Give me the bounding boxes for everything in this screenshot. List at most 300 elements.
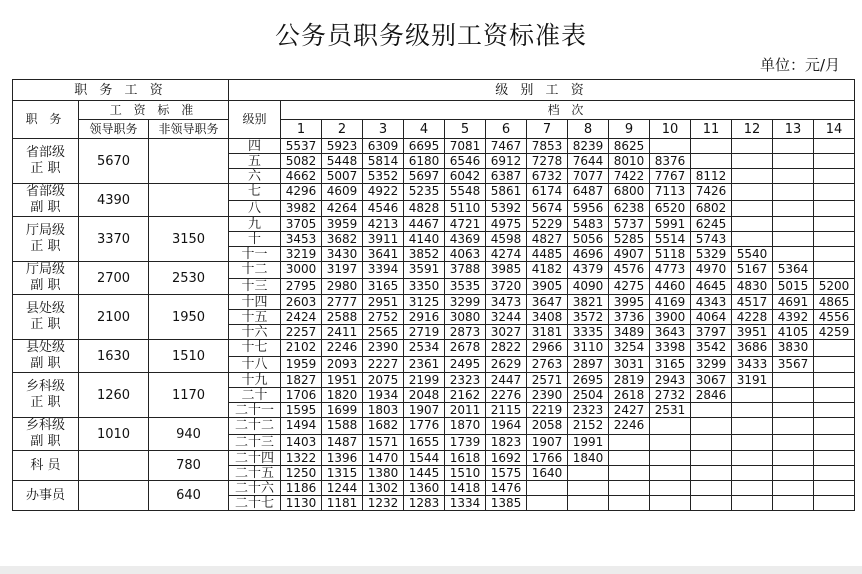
level-salary-cell: [773, 481, 814, 496]
level-salary-cell: [732, 184, 773, 201]
level-salary-cell: 3542: [691, 340, 732, 357]
level-salary-cell: 4264: [322, 200, 363, 217]
level-salary-cell: 2752: [363, 310, 404, 325]
level-salary-cell: 5118: [650, 247, 691, 262]
level-salary-cell: 7113: [650, 184, 691, 201]
level-salary-cell: 2822: [486, 340, 527, 357]
level-salary-cell: 5015: [773, 278, 814, 295]
level-salary-cell: 8010: [609, 154, 650, 169]
level-salary-cell: 2427: [609, 403, 650, 418]
level-salary-cell: 2966: [527, 340, 568, 357]
level-salary-cell: [527, 481, 568, 496]
grade-cell: 二十: [229, 388, 281, 403]
level-salary-cell: 5056: [568, 232, 609, 247]
grade-cell: 二十四: [229, 451, 281, 466]
level-salary-cell: [814, 434, 855, 451]
level-salary-cell: 2257: [281, 325, 322, 340]
level-salary-cell: 1544: [404, 451, 445, 466]
non-leader-header: 非领导职务: [149, 120, 229, 139]
level-salary-cell: [732, 466, 773, 481]
level-salary-cell: [814, 232, 855, 247]
leader-salary: 3370: [79, 217, 149, 262]
level-salary-cell: 1739: [445, 434, 486, 451]
level-salary-cell: 3905: [527, 278, 568, 295]
level-salary-cell: 2795: [281, 278, 322, 295]
level-salary-cell: 2199: [404, 373, 445, 388]
level-salary-cell: 7077: [568, 169, 609, 184]
level-salary-cell: 3821: [568, 295, 609, 310]
level-salary-cell: [814, 466, 855, 481]
level-salary-cell: 5285: [609, 232, 650, 247]
level-salary-cell: 8239: [568, 139, 609, 154]
level-salary-cell: 2323: [568, 403, 609, 418]
level-salary-cell: [814, 451, 855, 466]
level-salary-cell: 3000: [281, 262, 322, 279]
level-salary-cell: [650, 496, 691, 511]
level-salary-cell: [814, 481, 855, 496]
position-name: 厅局级副 职: [13, 262, 79, 295]
level-salary-cell: 1232: [363, 496, 404, 511]
level-salary-cell: [732, 217, 773, 232]
level-salary-cell: 3408: [527, 310, 568, 325]
level-salary-cell: 3647: [527, 295, 568, 310]
level-salary-cell: 1959: [281, 356, 322, 373]
level-salary-cell: 3027: [486, 325, 527, 340]
level-salary-cell: 4259: [814, 325, 855, 340]
level-salary-cell: 2695: [568, 373, 609, 388]
level-salary-cell: 3567: [773, 356, 814, 373]
level-salary-cell: 4865: [814, 295, 855, 310]
level-salary-cell: 3398: [650, 340, 691, 357]
non-leader-salary: [149, 184, 229, 217]
grade-cell: 十六: [229, 325, 281, 340]
level-salary-cell: 1322: [281, 451, 322, 466]
level-salary-cell: [732, 481, 773, 496]
level-salary-cell: 3682: [322, 232, 363, 247]
level-salary-cell: 4721: [445, 217, 486, 232]
level-salary-cell: [773, 232, 814, 247]
level-salary-cell: 5814: [363, 154, 404, 169]
level-salary-cell: [814, 139, 855, 154]
level-salary-cell: 2058: [527, 418, 568, 435]
non-leader-salary: 940: [149, 418, 229, 451]
level-wage-header: 级 别 工 资: [229, 80, 855, 101]
leader-salary: [79, 451, 149, 481]
level-salary-cell: [773, 139, 814, 154]
level-salary-cell: 6732: [527, 169, 568, 184]
level-salary-cell: [527, 496, 568, 511]
level-salary-cell: [568, 481, 609, 496]
level-salary-cell: [650, 466, 691, 481]
level-salary-cell: 5110: [445, 200, 486, 217]
level-salary-cell: 4485: [527, 247, 568, 262]
grade-cell: 八: [229, 200, 281, 217]
level-salary-cell: 1820: [322, 388, 363, 403]
level-salary-cell: 3830: [773, 340, 814, 357]
level-salary-cell: 4467: [404, 217, 445, 232]
level-salary-cell: 3911: [363, 232, 404, 247]
step-number: 7: [527, 120, 568, 139]
level-salary-cell: 3985: [486, 262, 527, 279]
level-salary-cell: 2411: [322, 325, 363, 340]
step-number: 1: [281, 120, 322, 139]
level-salary-cell: [609, 496, 650, 511]
page-title: 公务员职务级别工资标准表: [274, 21, 587, 50]
table-row: [13, 340, 855, 357]
level-salary-cell: [732, 403, 773, 418]
level-salary-cell: [691, 451, 732, 466]
level-salary-cell: 3995: [609, 295, 650, 310]
level-salary-cell: 1655: [404, 434, 445, 451]
table-row: [13, 139, 855, 154]
level-salary-cell: 3453: [281, 232, 322, 247]
position-name: 乡科级正 职: [13, 373, 79, 418]
level-salary-cell: 1870: [445, 418, 486, 435]
level-salary-cell: 8376: [650, 154, 691, 169]
table-row: [13, 262, 855, 279]
level-salary-cell: 4576: [609, 262, 650, 279]
level-salary-cell: 6180: [404, 154, 445, 169]
level-salary-cell: 2424: [281, 310, 322, 325]
table-row: [13, 451, 855, 466]
level-salary-cell: 1470: [363, 451, 404, 466]
level-salary-cell: [650, 418, 691, 435]
level-salary-cell: 4228: [732, 310, 773, 325]
grade-cell: 十二: [229, 262, 281, 279]
level-salary-cell: 6238: [609, 200, 650, 217]
position-name: 科 员: [13, 451, 79, 481]
leader-header: 领导职务: [79, 120, 149, 139]
grade-cell: 十九: [229, 373, 281, 388]
level-salary-cell: 3705: [281, 217, 322, 232]
level-salary-cell: 4696: [568, 247, 609, 262]
level-salary-cell: 2246: [322, 340, 363, 357]
level-salary-cell: 5697: [404, 169, 445, 184]
grade-cell: 十八: [229, 356, 281, 373]
level-salary-cell: 4063: [445, 247, 486, 262]
level-salary-cell: 2819: [609, 373, 650, 388]
level-salary-cell: [650, 481, 691, 496]
level-salary-cell: 1571: [363, 434, 404, 451]
level-salary-cell: 1181: [322, 496, 363, 511]
level-salary-cell: [732, 139, 773, 154]
grade-cell: 六: [229, 169, 281, 184]
level-salary-cell: 7644: [568, 154, 609, 169]
level-salary-cell: [732, 232, 773, 247]
level-salary-cell: [814, 388, 855, 403]
level-salary-cell: 1951: [322, 373, 363, 388]
level-salary-cell: 2390: [363, 340, 404, 357]
level-salary-cell: [814, 496, 855, 511]
level-salary-cell: 4975: [486, 217, 527, 232]
level-salary-cell: 2534: [404, 340, 445, 357]
level-salary-cell: 2629: [486, 356, 527, 373]
level-salary-cell: 2447: [486, 373, 527, 388]
level-salary-cell: 1907: [527, 434, 568, 451]
level-salary-cell: 2618: [609, 388, 650, 403]
level-salary-cell: 2846: [691, 388, 732, 403]
level-salary-cell: 1315: [322, 466, 363, 481]
level-salary-cell: 1403: [281, 434, 322, 451]
level-salary-cell: 4828: [404, 200, 445, 217]
leader-salary: 5670: [79, 139, 149, 184]
level-salary-cell: 3433: [732, 356, 773, 373]
level-salary-cell: 6520: [650, 200, 691, 217]
step-number: 14: [814, 120, 855, 139]
level-salary-cell: [773, 373, 814, 388]
table-row: [13, 373, 855, 388]
level-salary-cell: [732, 434, 773, 451]
level-salary-cell: 2115: [486, 403, 527, 418]
level-salary-cell: [732, 451, 773, 466]
level-salary-cell: 1907: [404, 403, 445, 418]
non-leader-salary: 1170: [149, 373, 229, 418]
level-salary-cell: [814, 169, 855, 184]
table-row: [13, 217, 855, 232]
level-salary-cell: 3430: [322, 247, 363, 262]
level-salary-cell: 2565: [363, 325, 404, 340]
step-number: 11: [691, 120, 732, 139]
level-salary-cell: 4830: [732, 278, 773, 295]
level-salary-cell: [691, 481, 732, 496]
level-salary-cell: 6245: [691, 217, 732, 232]
level-salary-cell: 1964: [486, 418, 527, 435]
level-salary-cell: 2588: [322, 310, 363, 325]
level-salary-cell: 4064: [691, 310, 732, 325]
grade-cell: 二十七: [229, 496, 281, 511]
level-salary-cell: 2531: [650, 403, 691, 418]
level-salary-cell: 3686: [732, 340, 773, 357]
level-salary-cell: 2323: [445, 373, 486, 388]
level-salary-cell: 5364: [773, 262, 814, 279]
step-number: 13: [773, 120, 814, 139]
step-header: 档 次: [281, 101, 855, 120]
level-salary-cell: 5540: [732, 247, 773, 262]
level-salary-cell: 4460: [650, 278, 691, 295]
level-salary-cell: 4213: [363, 217, 404, 232]
level-salary-cell: 5235: [404, 184, 445, 201]
level-salary-cell: [814, 418, 855, 435]
level-salary-cell: 3736: [609, 310, 650, 325]
level-salary-cell: 5923: [322, 139, 363, 154]
level-salary-cell: 6174: [527, 184, 568, 201]
level-salary-cell: 2219: [527, 403, 568, 418]
position-name: 办事员: [13, 481, 79, 511]
step-number: 9: [609, 120, 650, 139]
level-salary-cell: 4090: [568, 278, 609, 295]
level-salary-cell: 3797: [691, 325, 732, 340]
level-salary-cell: 3350: [404, 278, 445, 295]
level-salary-cell: 2504: [568, 388, 609, 403]
level-salary-cell: [773, 418, 814, 435]
table-row: [13, 184, 855, 201]
unit-label: 单位：元/月: [759, 56, 840, 74]
level-salary-cell: 1244: [322, 481, 363, 496]
level-salary-cell: 4275: [609, 278, 650, 295]
bottom-bar: [0, 566, 862, 574]
duty-header: 职 务: [13, 101, 79, 139]
level-salary-cell: 2719: [404, 325, 445, 340]
level-salary-cell: 1250: [281, 466, 322, 481]
step-number: 2: [322, 120, 363, 139]
level-salary-cell: 5007: [322, 169, 363, 184]
level-salary-cell: [691, 466, 732, 481]
level-salary-cell: [691, 403, 732, 418]
level-salary-cell: 2571: [527, 373, 568, 388]
level-salary-cell: [609, 466, 650, 481]
level-salary-cell: 5674: [527, 200, 568, 217]
level-salary-cell: 1510: [445, 466, 486, 481]
level-salary-cell: [609, 451, 650, 466]
non-leader-salary: 3150: [149, 217, 229, 262]
grade-cell: 十五: [229, 310, 281, 325]
level-salary-cell: 4169: [650, 295, 691, 310]
level-salary-cell: 3110: [568, 340, 609, 357]
level-salary-cell: 3535: [445, 278, 486, 295]
level-salary-cell: 6546: [445, 154, 486, 169]
grade-cell: 十一: [229, 247, 281, 262]
level-salary-cell: 4274: [486, 247, 527, 262]
level-salary-cell: 1302: [363, 481, 404, 496]
grade-header: 级别: [229, 101, 281, 139]
position-name: 省部级副 职: [13, 184, 79, 217]
level-salary-cell: 1618: [445, 451, 486, 466]
level-salary-cell: 3219: [281, 247, 322, 262]
level-salary-cell: [773, 169, 814, 184]
level-salary-cell: [814, 184, 855, 201]
level-salary-cell: [773, 388, 814, 403]
level-salary-cell: 6802: [691, 200, 732, 217]
grade-cell: 二十五: [229, 466, 281, 481]
level-salary-cell: 5082: [281, 154, 322, 169]
level-salary-cell: 4662: [281, 169, 322, 184]
level-salary-cell: [650, 434, 691, 451]
level-salary-cell: 4827: [527, 232, 568, 247]
wage-standard-header: 工 资 标 准: [79, 101, 229, 120]
position-name: 厅局级正 职: [13, 217, 79, 262]
level-salary-cell: [609, 481, 650, 496]
level-salary-cell: 2777: [322, 295, 363, 310]
level-salary-cell: 4773: [650, 262, 691, 279]
level-salary-cell: [650, 451, 691, 466]
level-salary-cell: 1588: [322, 418, 363, 435]
level-salary-cell: 4392: [773, 310, 814, 325]
level-salary-cell: 2980: [322, 278, 363, 295]
level-salary-cell: 1823: [486, 434, 527, 451]
level-salary-cell: [650, 139, 691, 154]
level-salary-cell: 1186: [281, 481, 322, 496]
level-salary-cell: [732, 169, 773, 184]
level-salary-cell: 2246: [609, 418, 650, 435]
level-salary-cell: [814, 154, 855, 169]
level-salary-cell: [814, 247, 855, 262]
level-salary-cell: [568, 496, 609, 511]
level-salary-cell: 3720: [486, 278, 527, 295]
level-salary-cell: 4105: [773, 325, 814, 340]
level-salary-cell: 5200: [814, 278, 855, 295]
level-salary-cell: [814, 200, 855, 217]
level-salary-cell: 3067: [691, 373, 732, 388]
level-salary-cell: [814, 356, 855, 373]
grade-cell: 二十六: [229, 481, 281, 496]
level-salary-cell: 1385: [486, 496, 527, 511]
level-salary-cell: 1487: [322, 434, 363, 451]
level-salary-cell: 3852: [404, 247, 445, 262]
level-salary-cell: [773, 466, 814, 481]
level-salary-cell: 3473: [486, 295, 527, 310]
level-salary-cell: 1692: [486, 451, 527, 466]
level-salary-cell: [773, 184, 814, 201]
level-salary-cell: 1640: [527, 466, 568, 481]
level-salary-cell: 2763: [527, 356, 568, 373]
level-salary-cell: 2011: [445, 403, 486, 418]
level-salary-cell: [814, 373, 855, 388]
level-salary-cell: [773, 434, 814, 451]
level-salary-cell: 4609: [322, 184, 363, 201]
table-row: [13, 295, 855, 310]
level-salary-cell: 2873: [445, 325, 486, 340]
grade-cell: 十四: [229, 295, 281, 310]
level-salary-cell: 4369: [445, 232, 486, 247]
level-salary-cell: 3951: [732, 325, 773, 340]
non-leader-salary: 1510: [149, 340, 229, 373]
step-number: 12: [732, 120, 773, 139]
level-salary-cell: [609, 434, 650, 451]
level-salary-cell: 6042: [445, 169, 486, 184]
level-salary-cell: 3959: [322, 217, 363, 232]
level-salary-cell: [773, 154, 814, 169]
level-salary-cell: 1699: [322, 403, 363, 418]
level-salary-cell: 2678: [445, 340, 486, 357]
non-leader-salary: 780: [149, 451, 229, 481]
level-salary-cell: [732, 200, 773, 217]
level-salary-cell: 4922: [363, 184, 404, 201]
level-salary-cell: 1380: [363, 466, 404, 481]
level-salary-cell: 5483: [568, 217, 609, 232]
level-salary-cell: 5861: [486, 184, 527, 201]
level-salary-cell: [691, 139, 732, 154]
level-salary-cell: 4645: [691, 278, 732, 295]
table-row: [13, 481, 855, 496]
level-salary-cell: [732, 418, 773, 435]
grade-cell: 二十二: [229, 418, 281, 435]
level-salary-cell: [691, 496, 732, 511]
level-salary-cell: 5448: [322, 154, 363, 169]
level-salary-cell: 2075: [363, 373, 404, 388]
level-salary-cell: 5991: [650, 217, 691, 232]
non-leader-salary: 640: [149, 481, 229, 511]
level-salary-cell: 6387: [486, 169, 527, 184]
level-salary-cell: 3165: [650, 356, 691, 373]
position-name: 县处级副 职: [13, 340, 79, 373]
level-salary-cell: 5537: [281, 139, 322, 154]
level-salary-cell: 1682: [363, 418, 404, 435]
level-salary-cell: 1476: [486, 481, 527, 496]
level-salary-cell: 8112: [691, 169, 732, 184]
level-salary-cell: 3254: [609, 340, 650, 357]
step-number: 3: [363, 120, 404, 139]
level-salary-cell: 1494: [281, 418, 322, 435]
level-salary-cell: 3125: [404, 295, 445, 310]
level-salary-cell: 7422: [609, 169, 650, 184]
grade-cell: 二十三: [229, 434, 281, 451]
level-salary-cell: 3643: [650, 325, 691, 340]
leader-salary: 1260: [79, 373, 149, 418]
level-salary-cell: [773, 200, 814, 217]
leader-salary: 2700: [79, 262, 149, 295]
step-number: 6: [486, 120, 527, 139]
level-salary-cell: 1334: [445, 496, 486, 511]
